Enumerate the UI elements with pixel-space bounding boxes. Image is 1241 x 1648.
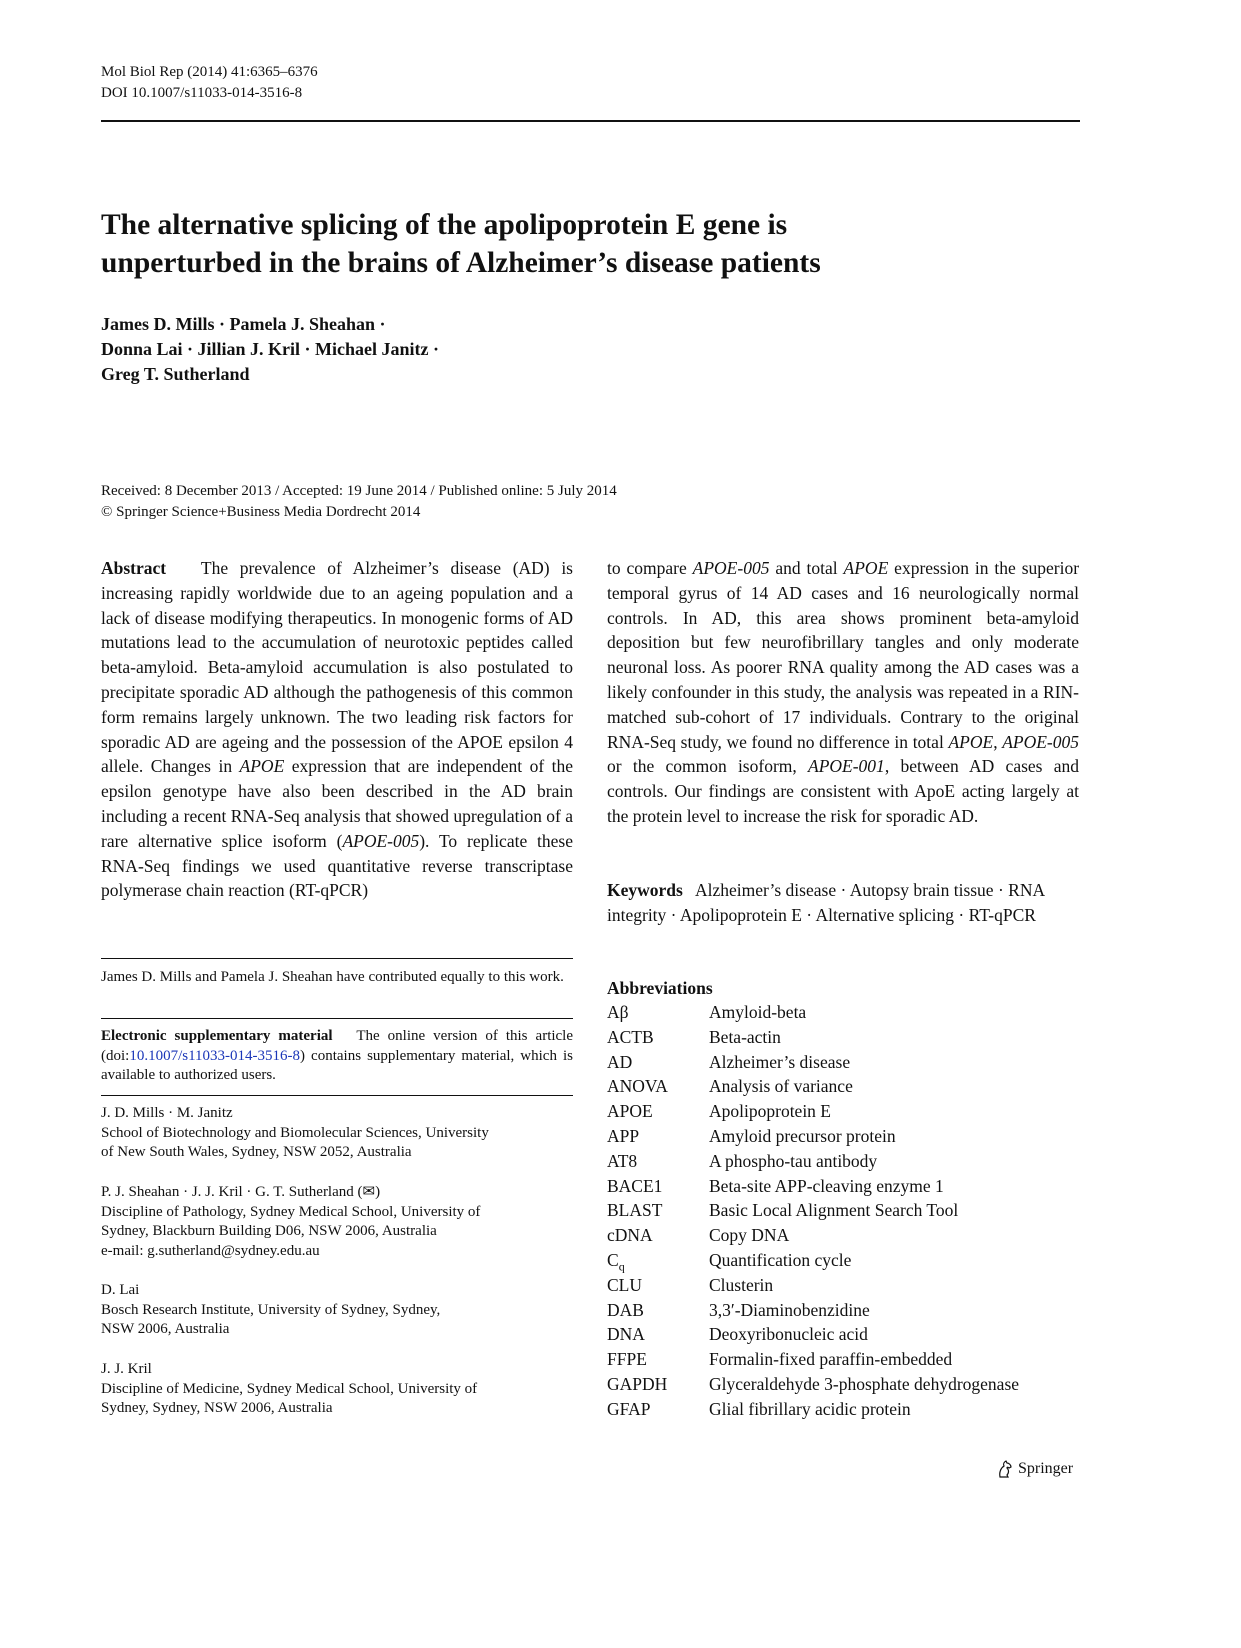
abbreviation-row <box>607 1372 1019 1397</box>
abbreviation-row <box>607 1099 1019 1124</box>
abbreviation-row <box>607 1298 1019 1323</box>
abbreviation-definition: Alzheimer’s disease <box>709 1051 851 1072</box>
abbreviation-subscript: q <box>618 1259 625 1274</box>
abbreviation-term: GFAP <box>607 1398 651 1419</box>
abbreviation-term: DNA <box>607 1324 645 1345</box>
abbreviation-row <box>607 1397 1019 1422</box>
abbreviation-term: APP <box>607 1125 640 1146</box>
doi: DOI 10.1007/s11033-014-3516-8 <box>101 85 303 101</box>
publication-history <box>101 481 617 523</box>
abbreviation-term: APOE <box>607 1101 653 1122</box>
header-divider <box>101 120 1080 122</box>
abbreviation-definition: A phospho-tau antibody <box>709 1150 878 1171</box>
abbreviation-definition: Beta-actin <box>709 1026 781 1047</box>
abbreviation-row <box>607 1149 1019 1174</box>
abbreviation-row <box>607 1248 1019 1273</box>
affiliation-block: J. D. Mills · M. Janitz School of Biotechnology and Biomolecular Sciences, University of New South Wales, Sydney, NSW 2052, Australia <box>101 1105 489 1161</box>
abbreviation-term: ACTB <box>607 1026 654 1047</box>
abbreviation-definition: Glial fibrillary acidic protein <box>709 1398 911 1419</box>
affiliation-block: P. J. Sheahan · J. J. Kril · G. T. Sutherland (✉) Discipline of Pathology, Sydney Medical School, University of Sydney, Blackburn Building D06, NSW 2006, Australia e-mail: g.sutherland@sydney.edu.au <box>101 1183 573 1261</box>
abbreviation-row <box>607 1322 1019 1347</box>
abbreviation-definition: Clusterin <box>709 1274 774 1295</box>
abbreviation-definition: Deoxyribonucleic acid <box>709 1324 868 1345</box>
abbreviation-term: GAPDH <box>607 1373 668 1394</box>
publisher-footer <box>996 1458 1073 1480</box>
abstract-right: to compare APOE-005 and total APOE expression in the superior temporal gyrus of 14 AD cases and 16 neurologically normal controls. In AD, this area shows prominent beta-amyloid deposition but few neurofibrillary tangles and only moderate neuronal loss. As poorer RNA quality among the AD cases was a likely confounder in this study, the analysis was repeated in a RIN-matched sub-cohort of 17 individuals. Contrary to the original RNA-Seq study, we found no difference in total APOE, APOE-005 or the common isoform, APOE-001, between AD cases and controls. Our findings are consistent with ApoE acting largely at the protein level to increase the risk for sporadic AD. <box>607 558 1080 826</box>
abstract-label: Abstract <box>101 558 167 578</box>
affiliation-block: J. J. Kril Discipline of Medicine, Sydney Medical School, University of Sydney, Sydney, NSW 2006, Australia <box>101 1361 478 1417</box>
footnote-divider <box>101 958 573 959</box>
abbreviation-term: ANOVA <box>607 1076 668 1097</box>
abbreviation-definition: Amyloid-beta <box>709 1002 807 1022</box>
author-list: James D. Mills · Pamela J. Sheahan · Donna Lai · Jillian J. Kril · Michael Janitz · Greg T. Sutherland <box>101 314 440 384</box>
abbreviation-definition: Copy DNA <box>709 1225 790 1246</box>
abstract-left: Abstract The prevalence of Alzheimer’s disease (AD) is increasing rapidly worldwide due to an ageing population and a lack of disease modifying therapeutics. In monogenic forms of AD mutations lead to the accumulation of neurotoxic peptides called beta-amyloid. Beta-amyloid accumulation is also postulated to precipitate sporadic AD although the pathogenesis of this common form remains largely unknown. The two leading risk factors for sporadic AD are ageing and the possession of the APOE epsilon 4 allele. Changes in APOE expression that are independent of the epsilon genotype have also been described in the AD brain including a recent RNA-Seq analysis that showed upregulation of a rare alternative splice isoform (APOE-005). To replicate these RNA-Seq findings we used quantitative reverse transcriptase polymerase chain reaction (RT-qPCR) <box>101 558 574 901</box>
affiliation-block: D. Lai Bosch Research Institute, University of Sydney, Sydney, NSW 2006, Australia <box>101 1282 441 1338</box>
contact-email: e-mail: g.sutherland@sydney.edu.au <box>101 1242 320 1259</box>
keywords <box>607 878 1079 928</box>
abbreviation-row <box>607 1174 1019 1199</box>
abbreviation-row <box>607 1223 1019 1248</box>
copyright: © Springer Science+Business Media Dordrecht 2014 <box>101 504 421 520</box>
journal-citation: Mol Biol Rep (2014) 41:6365–6376 <box>101 64 318 80</box>
abbreviation-definition: Beta-site APP-cleaving enzyme 1 <box>709 1175 944 1196</box>
keywords-label: Keywords <box>607 880 683 900</box>
supplementary-doi-link[interactable]: 10.1007/s11033-014-3516-8 <box>129 1047 301 1064</box>
abbreviation-term: C <box>607 1249 619 1270</box>
footnote-divider <box>101 1018 573 1019</box>
abbreviation-row <box>607 1273 1019 1298</box>
abbreviation-term: Aβ <box>607 1002 629 1022</box>
abbreviation-term: FFPE <box>607 1349 647 1370</box>
abbreviation-term: BACE1 <box>607 1175 663 1196</box>
abbreviation-term: cDNA <box>607 1225 653 1246</box>
equal-contribution-note: James D. Mills and Pamela J. Sheahan have contributed equally to this work. <box>101 969 564 985</box>
journal-header <box>101 62 318 104</box>
abbreviations-heading: Abbreviations <box>607 978 713 998</box>
abbreviation-term: DAB <box>607 1299 644 1320</box>
supplementary-note: Electronic supplementary material The online version of this article (doi:10.1007/s11033-014-3516-8) contains supplementary material, which is available to authorized users. <box>101 1028 574 1083</box>
abbreviation-definition: Analysis of variance <box>709 1076 853 1097</box>
footnote-divider <box>101 1095 573 1096</box>
abbreviation-row <box>607 1347 1019 1372</box>
abbreviation-definition: 3,3′-Diaminobenzidine <box>709 1299 870 1320</box>
abbreviation-term: CLU <box>607 1274 642 1295</box>
abbreviation-row <box>607 1050 1019 1075</box>
abbreviation-definition: Apolipoprotein E <box>709 1101 831 1122</box>
abbreviation-definition: Quantification cycle <box>709 1249 852 1270</box>
abbreviation-definition: Basic Local Alignment Search Tool <box>709 1200 959 1221</box>
abbreviation-row <box>607 1025 1019 1050</box>
abbreviation-row <box>607 1124 1019 1149</box>
abbreviation-row <box>607 1198 1019 1223</box>
abbreviation-term: AD <box>607 1051 633 1072</box>
history-dates: Received: 8 December 2013 / Accepted: 19 June 2014 / Published online: 5 July 2014 <box>101 483 617 499</box>
paper-title: The alternative splicing of the apolipoprotein E gene is unperturbed in the brains of Alzheimer’s disease patients <box>101 209 821 279</box>
abbreviation-term: BLAST <box>607 1200 663 1221</box>
abbreviation-definition: Amyloid precursor protein <box>709 1125 896 1146</box>
abbreviation-row <box>607 1074 1019 1099</box>
abbreviation-definition: Glyceraldehyde 3-phosphate dehydrogenase <box>709 1373 1020 1394</box>
keywords-text: Alzheimer’s disease · Autopsy brain tissue · RNA integrity · Apolipoprotein E · Alternative splicing · RT-qPCR <box>607 880 1045 925</box>
publisher-name: Springer <box>1018 1460 1074 1477</box>
abbreviation-term: AT8 <box>607 1150 638 1171</box>
abbreviation-definition: Formalin-fixed paraffin-embedded <box>709 1349 953 1370</box>
springer-horse-icon <box>996 1459 1014 1479</box>
abbreviation-term-wrap <box>607 1248 709 1273</box>
abbreviations-list <box>607 1000 1019 1422</box>
abbreviation-row <box>607 1000 1019 1025</box>
